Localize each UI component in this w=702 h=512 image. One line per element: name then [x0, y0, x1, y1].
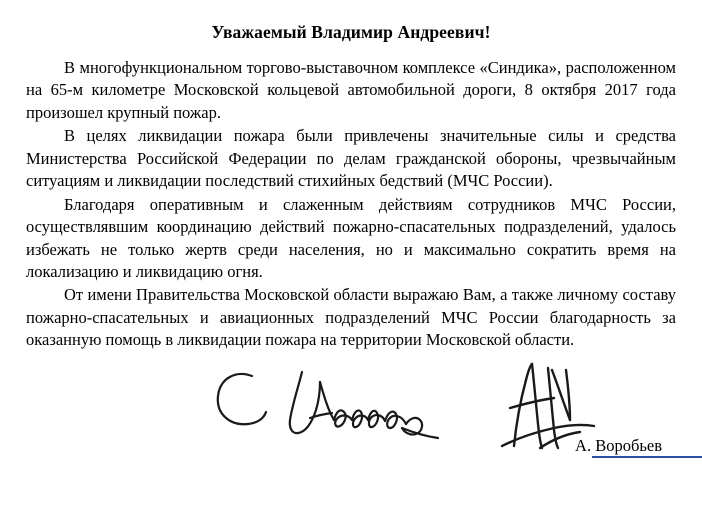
signatory-name: А. Воробьев [575, 435, 662, 455]
paragraph-2: В целях ликвидации пожара были привлечены значительные силы и средства Министерства Российской Федерации по делам гражданской обороны, чрезвычайным ситуациям и ликвидации последствий стихийных бедствий (МЧС России). [26, 126, 676, 191]
signature-area [26, 362, 676, 457]
paragraph-1: В многофункциональном торгово-выставочном комплексе «Синдика», расположенном на 65-м километре Московской кольцевой автомобильной дороги, 8 октября 2017 года произошел крупный пожар. [26, 58, 676, 122]
salutation: Уважаемый Владимир Андреевич! [211, 22, 491, 42]
handwritten-signature-left [206, 362, 466, 452]
paragraph-3: Благодаря оперативным и слаженным действиям сотрудников МЧС России, осуществлявшим координацию действий пожарно-спасательных подразделений, удалось избежать не только жертв среди населения, но и максимально сократить время на локализацию и ликвидацию огня. [26, 194, 676, 281]
paragraph-4: От имени Правительства Московской области выражаю Вам, а также личному составу пожарно-спасательных и авиационных подразделений МЧС России благодарность за оказанную помощь в ликвидации пожара на территории Московской области. [26, 285, 676, 350]
signature-underline [592, 456, 702, 458]
